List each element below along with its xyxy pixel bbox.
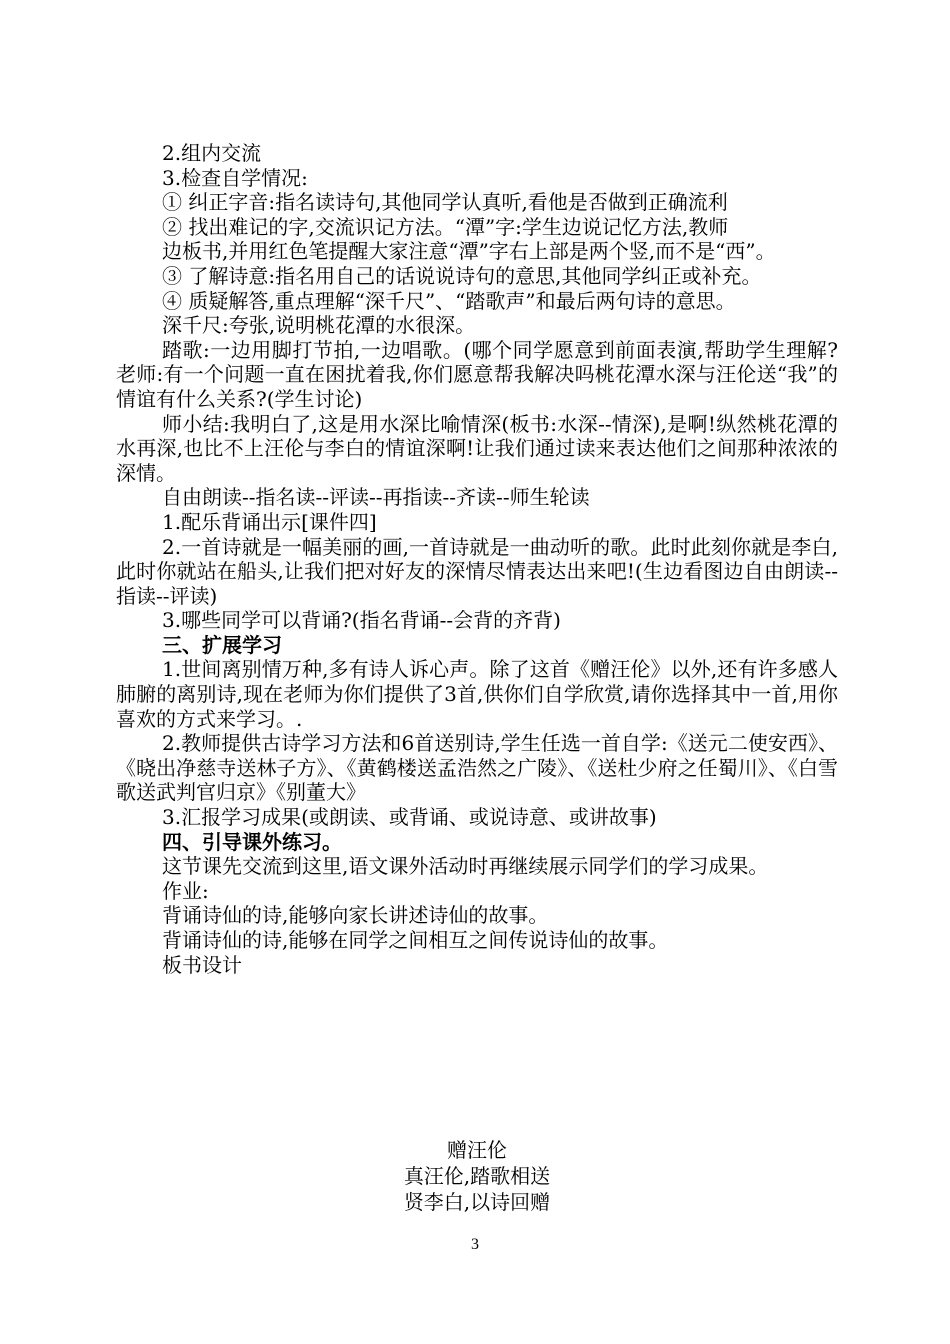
paragraph: 板书设计	[162, 952, 242, 977]
paragraph: 2.一首诗就是一幅美丽的画,一首诗就是一曲动听的歌。此时此刻你就是李白,此时你就站在船头,让我们把对好友的深情尽情表达出来吧!(生边看图边自由朗读--指读--评读)	[116, 534, 838, 608]
paragraph: 背诵诗仙的诗,能够向家长讲述诗仙的故事。	[162, 903, 549, 928]
paragraph: 踏歌:一边用脚打节拍,一边唱歌。(哪个同学愿意到前面表演,帮助学生理解?老师:有一个问题一直在困扰着我,你们愿意帮我解决吗桃花潭水深与汪伦送“我”的情谊有什么关系?(学生讨论)	[116, 337, 838, 411]
paragraph: ② 找出难记的字,交流识记方法。“潭”字:学生边说记忆方法,教师	[162, 214, 729, 239]
board-title: 赠汪伦	[447, 1138, 507, 1162]
paragraph: 2.教师提供古诗学习方法和6首送别诗,学生任选一首自学:《送元二使安西》、《晓出净慈寺送林子方》、《黄鹤楼送孟浩然之广陵》、《送杜少府之任蜀川》、《白雪歌送武判官归京》《别董大》	[116, 731, 838, 805]
board-line: 真汪伦,踏歌相送	[403, 1164, 551, 1188]
paragraph: 师小结:我明白了,这是用水深比喻情深(板书:水深--情深),是啊!纵然桃花潭的水再深,也比不上汪伦与李白的情谊深啊!让我们通过读来表达他们之间那种浓浓的深情。	[116, 411, 838, 485]
paragraph: ③ 了解诗意:指名用自己的话说说诗句的意思,其他同学纠正或补充。	[162, 263, 762, 288]
section-heading: 三、扩展学习	[162, 632, 282, 657]
paragraph: 3.汇报学习成果(或朗读、或背诵、或说诗意、或讲故事)	[162, 805, 657, 830]
paragraph: 1.世间离别情万种,多有诗人诉心声。除了这首《赠汪伦》以外,还有许多感人肺腑的离别诗,现在老师为你们提供了3首,供你们自学欣赏,请你选择其中一首,用你喜欢的方式来学习。.	[116, 657, 838, 731]
paragraph: 作业:	[162, 878, 209, 903]
paragraph: 背诵诗仙的诗,能够在同学之间相互之间传说诗仙的故事。	[162, 928, 669, 952]
document-body	[116, 141, 838, 977]
paragraph: 3.检查自学情况:	[162, 165, 308, 190]
board-line: 贤李白,以诗回赠	[403, 1190, 551, 1214]
paragraph: 这节课先交流到这里,语文课外活动时再继续展示同学们的学习成果。	[162, 854, 769, 879]
paragraph: 自由朗读--指名读--评读--再指读--齐读--师生轮读	[162, 485, 590, 510]
paragraph: ① 纠正字音:指名读诗句,其他同学认真听,看他是否做到正确流利	[162, 190, 728, 215]
paragraph: 2.组内交流	[162, 141, 262, 165]
paragraph: 边板书,并用红色笔提醒大家注意“潭”字右上部是两个竖,而不是“西”。	[162, 239, 776, 264]
page-number: 3	[471, 1236, 479, 1253]
board-design	[116, 1137, 838, 1215]
paragraph: 3.哪些同学可以背诵?(指名背诵--会背的齐背)	[162, 608, 561, 633]
paragraph: ④ 质疑解答,重点理解“深千尺”、“踏歌声”和最后两句诗的意思。	[162, 288, 736, 313]
paragraph: 深千尺:夸张,说明桃花潭的水很深。	[162, 313, 476, 338]
paragraph: 1.配乐背诵出示[课件四]	[162, 509, 377, 534]
section-heading: 四、引导课外练习。	[162, 829, 342, 854]
